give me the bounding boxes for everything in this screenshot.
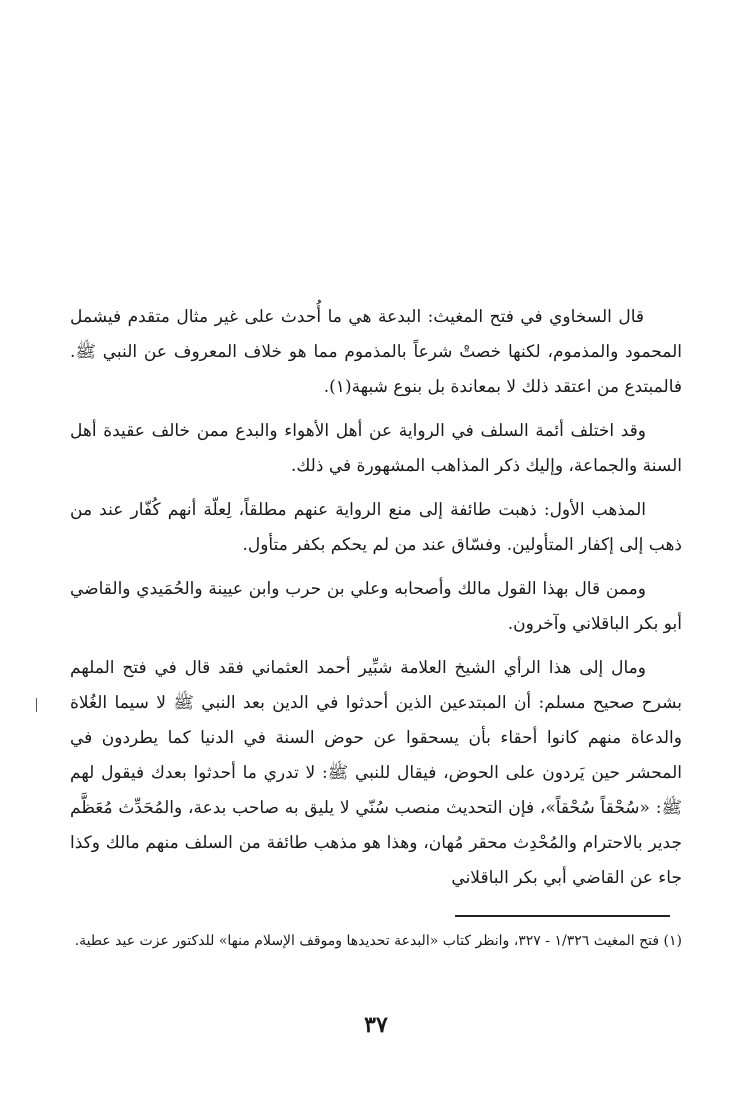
paragraph-sakhawi-definition: قال السخاوي في فتح المغيث: البدعة هي ما أُحدث على غير مثال متقدم فيشمل المحمود والمذموم، لكنها خصتْ شرعاً بالمذموم مما هو خلاف المعروف عن النبي ﷺ. فالمبتدع من اعتقد ذلك لا بمعاندة بل بنوع شبهة(١). bbox=[70, 307, 682, 397]
paragraph-uthmani-opinion: ومال إلى هذا الرأي الشيخ العلامة شبِّير أحمد العثماني فقد قال في فتح الملهم بشرح صحيح مسلم: أن المبتدعين الذين أحدثوا في الدين بعد النبي ﷺ لا سيما الغُلاة والدعاة منهم كانوا أحقاء بأن يسحقوا عن حوض السنة في الدنيا كما يطردون في المحشر حين يَردون على الحوض، فيقال للنبي ﷺ: لا تدري ما أحدثوا بعدك فيقول لهم ﷺ: «سُحْقاً سُحْقاً»، فإن التحديث منصب سُنّي لا يليق به صاحب بدعة، والمُحَدِّث مُعَظَّم جدير بالاحترام والمُحْدِث محقر مُهان، وهذا هو مذهب طائفة من السلف منهم مالك وكذا جاء عن القاضي أبي بكر الباقلاني bbox=[70, 658, 682, 888]
page-number: ٣٧ bbox=[364, 1012, 388, 1038]
footnote-separator bbox=[455, 915, 670, 917]
main-text bbox=[70, 300, 682, 905]
footnote: (١) فتح المغيث ١/٣٢٦ - ٣٢٧، وانظر كتاب «البدعة تحديدها وموقف الإسلام منها» للدكتور عزت عيد عطية. bbox=[74, 933, 682, 949]
paragraph-proponents: وممن قال بهذا القول مالك وأصحابه وعلي بن حرب وابن عيينة والحُمَيدي والقاضي أبو بكر الباقلاني وآخرون. bbox=[70, 579, 682, 634]
margin-mark bbox=[36, 698, 37, 712]
paragraph-first-madhhab: المذهب الأول: ذهبت طائفة إلى منع الرواية عنهم مطلقاً، لِعلّة أنهم كُفّار عند من ذهب إلى إكفار المتأولين. وفسّاق عند من لم يحكم بكفر متأول. bbox=[70, 500, 682, 555]
paragraph-salaf-disagreement: وقد اختلف أئمة السلف في الرواية عن أهل الأهواء والبدع ممن خالف عقيدة أهل السنة والجماعة، وإليك ذكر المذاهب المشهورة في ذلك. bbox=[70, 421, 682, 476]
